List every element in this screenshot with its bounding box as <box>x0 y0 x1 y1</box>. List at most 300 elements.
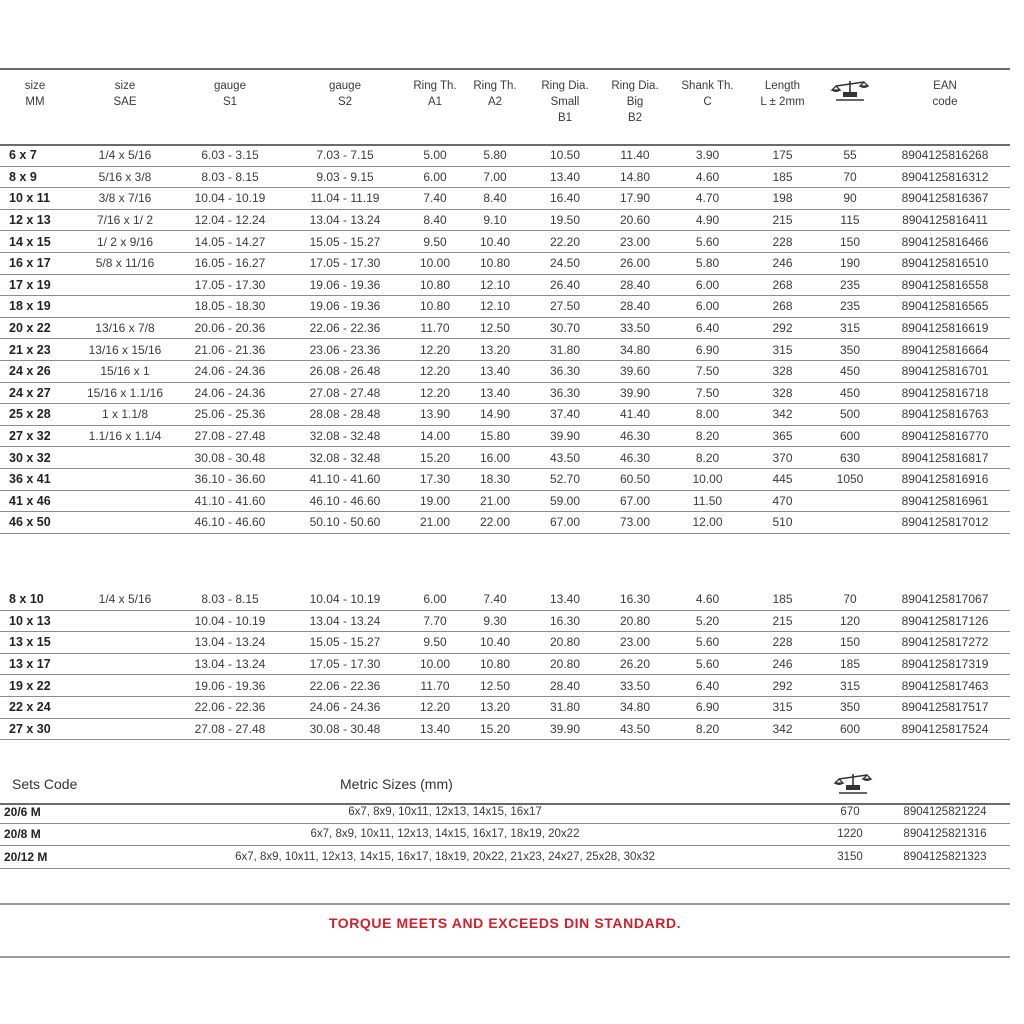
cell-weight: 70 <box>820 589 880 610</box>
cell-length: 292 <box>745 675 820 697</box>
cell-ring-th-a2: 13.20 <box>460 339 530 361</box>
table-row <box>0 274 1010 296</box>
table-row <box>0 339 1010 361</box>
cell-size-mm: 12 x 13 <box>0 209 70 231</box>
cell-ring-dia-b1: 37.40 <box>530 404 600 426</box>
cell-length: 342 <box>745 404 820 426</box>
cell-ring-dia-b1: 13.40 <box>530 589 600 610</box>
cell-ring-dia-b2: 33.50 <box>600 675 670 697</box>
cell-shank-th-c: 8.20 <box>670 425 745 447</box>
cell-size-sae: 1 x 1.1/8 <box>70 404 180 426</box>
cell-ean-code: 8904125816510 <box>880 252 1010 274</box>
cell-gauge-s1: 18.05 - 18.30 <box>180 296 280 318</box>
cell-ean-code: 8904125816619 <box>880 317 1010 339</box>
cell-ring-th-a2: 5.80 <box>460 145 530 166</box>
cell-size-mm: 17 x 19 <box>0 274 70 296</box>
footer-divider <box>0 903 1010 905</box>
cell-size-mm: 19 x 22 <box>0 675 70 697</box>
cell-ring-th-a2: 9.30 <box>460 610 530 632</box>
set-row <box>0 846 1010 869</box>
cell-ring-dia-b2: 20.60 <box>600 209 670 231</box>
cell-length: 292 <box>745 317 820 339</box>
cell-size-sae <box>70 675 180 697</box>
cell-ring-th-a1: 12.20 <box>410 339 460 361</box>
cell-size-sae: 13/16 x 7/8 <box>70 317 180 339</box>
cell-ring-th-a2: 13.40 <box>460 360 530 382</box>
cell-ring-dia-b2: 20.80 <box>600 610 670 632</box>
cell-ring-th-a2: 7.00 <box>460 166 530 188</box>
cell-shank-th-c: 8.00 <box>670 404 745 426</box>
cell-size-mm: 36 x 41 <box>0 468 70 490</box>
cell-weight: 500 <box>820 404 880 426</box>
cell-weight: 235 <box>820 296 880 318</box>
cell-ean-code: 8904125816763 <box>880 404 1010 426</box>
set-weight: 1220 <box>820 823 880 846</box>
cell-ring-dia-b1: 39.90 <box>530 425 600 447</box>
cell-ean-code: 8904125817126 <box>880 610 1010 632</box>
cell-length: 315 <box>745 339 820 361</box>
cell-gauge-s2: 13.04 - 13.24 <box>280 610 410 632</box>
metric-sizes-heading: Metric Sizes (mm) <box>340 776 453 792</box>
cell-size-sae <box>70 653 180 675</box>
cell-shank-th-c: 4.90 <box>670 209 745 231</box>
cell-size-mm: 24 x 26 <box>0 360 70 382</box>
cell-weight: 450 <box>820 382 880 404</box>
cell-ring-th-a1: 13.90 <box>410 404 460 426</box>
cell-ring-th-a2: 14.90 <box>460 404 530 426</box>
cell-gauge-s1: 10.04 - 10.19 <box>180 610 280 632</box>
cell-size-sae: 1/4 x 5/16 <box>70 145 180 166</box>
cell-size-mm: 8 x 9 <box>0 166 70 188</box>
cell-ring-th-a2: 10.80 <box>460 653 530 675</box>
cell-ean-code: 8904125816961 <box>880 490 1010 512</box>
set-row <box>0 823 1010 846</box>
set-ean-code: 8904125821224 <box>880 801 1010 823</box>
cell-gauge-s1: 22.06 - 22.36 <box>180 696 280 718</box>
table-row <box>0 589 1010 610</box>
table-row <box>0 425 1010 447</box>
cell-ring-th-a1: 12.20 <box>410 696 460 718</box>
cell-weight: 70 <box>820 166 880 188</box>
cell-size-mm: 10 x 13 <box>0 610 70 632</box>
cell-gauge-s1: 19.06 - 19.36 <box>180 675 280 697</box>
cell-weight: 315 <box>820 675 880 697</box>
cell-size-mm: 22 x 24 <box>0 696 70 718</box>
cell-size-sae <box>70 696 180 718</box>
cell-length: 510 <box>745 512 820 534</box>
cell-gauge-s1: 14.05 - 14.27 <box>180 231 280 253</box>
cell-length: 470 <box>745 490 820 512</box>
cell-ring-dia-b2: 17.90 <box>600 188 670 210</box>
cell-gauge-s1: 41.10 - 41.60 <box>180 490 280 512</box>
cell-ring-dia-b1: 16.30 <box>530 610 600 632</box>
cell-ean-code: 8904125816817 <box>880 447 1010 469</box>
cell-gauge-s1: 46.10 - 46.60 <box>180 512 280 534</box>
cell-ring-dia-b1: 27.50 <box>530 296 600 318</box>
cell-gauge-s1: 17.05 - 17.30 <box>180 274 280 296</box>
cell-size-sae: 5/16 x 3/8 <box>70 166 180 188</box>
cell-gauge-s1: 30.08 - 30.48 <box>180 447 280 469</box>
cell-size-sae: 1.1/16 x 1.1/4 <box>70 425 180 447</box>
table-row <box>0 653 1010 675</box>
table-row <box>0 231 1010 253</box>
cell-gauge-s2: 41.10 - 41.60 <box>280 468 410 490</box>
cell-size-sae <box>70 632 180 654</box>
table-row <box>0 468 1010 490</box>
cell-ring-th-a1: 8.40 <box>410 209 460 231</box>
header-ring-th-a2: Ring Th. A2 <box>473 80 517 108</box>
cell-gauge-s2: 7.03 - 7.15 <box>280 145 410 166</box>
cell-gauge-s2: 32.08 - 32.48 <box>280 425 410 447</box>
cell-ean-code: 8904125817272 <box>880 632 1010 654</box>
header-gauge-s2: gauge S2 <box>329 80 361 108</box>
cell-shank-th-c: 5.60 <box>670 632 745 654</box>
cell-shank-th-c: 6.90 <box>670 696 745 718</box>
table-row <box>0 404 1010 426</box>
cell-ring-th-a1: 17.30 <box>410 468 460 490</box>
header-ring-dia-b2: Ring Dia. Big B2 <box>611 80 659 124</box>
cell-gauge-s2: 15.05 - 15.27 <box>280 632 410 654</box>
cell-size-sae: 7/16 x 1/ 2 <box>70 209 180 231</box>
cell-shank-th-c: 6.00 <box>670 274 745 296</box>
cell-gauge-s2: 32.08 - 32.48 <box>280 447 410 469</box>
header-ring-dia-b1: Ring Dia. Small B1 <box>541 80 589 124</box>
cell-ean-code: 8904125817067 <box>880 589 1010 610</box>
cell-ring-dia-b2: 23.00 <box>600 231 670 253</box>
cell-length: 268 <box>745 296 820 318</box>
cell-size-mm: 24 x 27 <box>0 382 70 404</box>
cell-ean-code: 8904125817524 <box>880 718 1010 740</box>
set-row <box>0 801 1010 823</box>
cell-shank-th-c: 10.00 <box>670 468 745 490</box>
set-ean-code: 8904125821323 <box>880 846 1010 869</box>
cell-ring-th-a1: 11.70 <box>410 675 460 697</box>
cell-ring-dia-b2: 34.80 <box>600 696 670 718</box>
cell-weight: 600 <box>820 425 880 447</box>
cell-gauge-s2: 9.03 - 9.15 <box>280 166 410 188</box>
set-weight: 3150 <box>820 846 880 869</box>
table-row <box>0 382 1010 404</box>
cell-ring-dia-b1: 16.40 <box>530 188 600 210</box>
cell-size-sae: 1/4 x 5/16 <box>70 589 180 610</box>
cell-length: 315 <box>745 696 820 718</box>
cell-ean-code: 8904125817012 <box>880 512 1010 534</box>
din-standard-notice: TORQUE MEETS AND EXCEEDS DIN STANDARD. <box>328 915 682 931</box>
cell-gauge-s1: 8.03 - 8.15 <box>180 166 280 188</box>
cell-size-mm: 46 x 50 <box>0 512 70 534</box>
cell-size-sae <box>70 610 180 632</box>
cell-gauge-s1: 16.05 - 16.27 <box>180 252 280 274</box>
cell-size-mm: 25 x 28 <box>0 404 70 426</box>
cell-ring-dia-b1: 10.50 <box>530 145 600 166</box>
cell-ean-code: 8904125817463 <box>880 675 1010 697</box>
cell-ring-dia-b2: 46.30 <box>600 425 670 447</box>
weight-scale-icon <box>830 78 870 104</box>
table-row <box>0 166 1010 188</box>
cell-ring-dia-b1: 28.40 <box>530 675 600 697</box>
spanner-table-additional <box>0 589 1010 740</box>
cell-ring-th-a2: 22.00 <box>460 512 530 534</box>
cell-ring-dia-b1: 39.90 <box>530 718 600 740</box>
cell-size-mm: 6 x 7 <box>0 145 70 166</box>
cell-ring-dia-b2: 33.50 <box>600 317 670 339</box>
cell-gauge-s2: 50.10 - 50.60 <box>280 512 410 534</box>
cell-ring-th-a1: 15.20 <box>410 447 460 469</box>
cell-gauge-s1: 20.06 - 20.36 <box>180 317 280 339</box>
cell-weight: 150 <box>820 632 880 654</box>
table-header <box>0 78 1010 140</box>
cell-shank-th-c: 3.90 <box>670 145 745 166</box>
cell-ring-dia-b1: 31.80 <box>530 696 600 718</box>
table-row <box>0 632 1010 654</box>
cell-ean-code: 8904125816367 <box>880 188 1010 210</box>
set-weight: 670 <box>820 801 880 823</box>
cell-size-sae: 5/8 x 11/16 <box>70 252 180 274</box>
cell-gauge-s2: 30.08 - 30.48 <box>280 718 410 740</box>
cell-length: 185 <box>745 166 820 188</box>
cell-weight: 120 <box>820 610 880 632</box>
cell-length: 246 <box>745 252 820 274</box>
cell-ring-dia-b1: 67.00 <box>530 512 600 534</box>
cell-size-mm: 13 x 15 <box>0 632 70 654</box>
cell-gauge-s1: 8.03 - 8.15 <box>180 589 280 610</box>
cell-gauge-s2: 10.04 - 10.19 <box>280 589 410 610</box>
cell-ring-th-a2: 12.50 <box>460 317 530 339</box>
header-size-sae: size SAE <box>113 80 137 108</box>
cell-size-sae <box>70 468 180 490</box>
cell-weight: 190 <box>820 252 880 274</box>
cell-ring-th-a1: 19.00 <box>410 490 460 512</box>
cell-shank-th-c: 7.50 <box>670 382 745 404</box>
cell-ring-dia-b1: 22.20 <box>530 231 600 253</box>
cell-size-mm: 27 x 30 <box>0 718 70 740</box>
cell-weight: 115 <box>820 209 880 231</box>
cell-ring-th-a2: 10.40 <box>460 632 530 654</box>
cell-ring-dia-b1: 31.80 <box>530 339 600 361</box>
cell-ean-code: 8904125816268 <box>880 145 1010 166</box>
cell-gauge-s1: 13.04 - 13.24 <box>180 632 280 654</box>
table-row <box>0 696 1010 718</box>
cell-ring-dia-b2: 67.00 <box>600 490 670 512</box>
cell-gauge-s2: 26.08 - 26.48 <box>280 360 410 382</box>
cell-gauge-s1: 27.08 - 27.48 <box>180 718 280 740</box>
cell-length: 342 <box>745 718 820 740</box>
cell-shank-th-c: 4.70 <box>670 188 745 210</box>
cell-shank-th-c: 4.60 <box>670 589 745 610</box>
cell-ring-dia-b2: 34.80 <box>600 339 670 361</box>
cell-shank-th-c: 6.40 <box>670 675 745 697</box>
cell-ring-th-a2: 10.40 <box>460 231 530 253</box>
cell-ring-dia-b1: 43.50 <box>530 447 600 469</box>
cell-length: 175 <box>745 145 820 166</box>
cell-size-mm: 18 x 19 <box>0 296 70 318</box>
cell-length: 445 <box>745 468 820 490</box>
cell-weight: 600 <box>820 718 880 740</box>
cell-weight: 185 <box>820 653 880 675</box>
table-row <box>0 145 1010 166</box>
cell-weight: 315 <box>820 317 880 339</box>
cell-shank-th-c: 5.80 <box>670 252 745 274</box>
cell-weight: 90 <box>820 188 880 210</box>
cell-ring-th-a1: 6.00 <box>410 589 460 610</box>
cell-ring-dia-b2: 46.30 <box>600 447 670 469</box>
table-row <box>0 675 1010 697</box>
cell-size-sae: 1/ 2 x 9/16 <box>70 231 180 253</box>
cell-ring-th-a1: 5.00 <box>410 145 460 166</box>
cell-gauge-s2: 17.05 - 17.30 <box>280 252 410 274</box>
cell-ring-th-a2: 12.10 <box>460 274 530 296</box>
cell-ring-dia-b2: 39.60 <box>600 360 670 382</box>
cell-size-mm: 16 x 17 <box>0 252 70 274</box>
cell-gauge-s2: 19.06 - 19.36 <box>280 296 410 318</box>
cell-ring-th-a1: 10.00 <box>410 653 460 675</box>
cell-gauge-s1: 10.04 - 10.19 <box>180 188 280 210</box>
cell-gauge-s2: 19.06 - 19.36 <box>280 274 410 296</box>
cell-size-mm: 21 x 23 <box>0 339 70 361</box>
cell-gauge-s2: 23.06 - 23.36 <box>280 339 410 361</box>
cell-shank-th-c: 6.90 <box>670 339 745 361</box>
cell-ring-th-a2: 12.50 <box>460 675 530 697</box>
cell-weight <box>820 512 880 534</box>
cell-size-mm: 27 x 32 <box>0 425 70 447</box>
cell-ring-dia-b2: 73.00 <box>600 512 670 534</box>
cell-ring-th-a1: 11.70 <box>410 317 460 339</box>
cell-ring-th-a2: 15.80 <box>460 425 530 447</box>
cell-length: 215 <box>745 209 820 231</box>
table-row <box>0 718 1010 740</box>
cell-ring-th-a1: 10.00 <box>410 252 460 274</box>
cell-size-sae: 13/16 x 15/16 <box>70 339 180 361</box>
cell-ring-dia-b2: 28.40 <box>600 296 670 318</box>
cell-ring-th-a2: 7.40 <box>460 589 530 610</box>
spec-sheet <box>0 68 1010 958</box>
cell-ring-dia-b2: 11.40 <box>600 145 670 166</box>
cell-shank-th-c: 6.00 <box>670 296 745 318</box>
cell-ring-th-a1: 10.80 <box>410 296 460 318</box>
cell-weight: 235 <box>820 274 880 296</box>
header-weight <box>820 78 880 109</box>
header-ring-th-a1: Ring Th. A1 <box>413 80 457 108</box>
cell-ring-dia-b2: 60.50 <box>600 468 670 490</box>
cell-ring-th-a2: 12.10 <box>460 296 530 318</box>
cell-ean-code: 8904125816565 <box>880 296 1010 318</box>
cell-shank-th-c: 11.50 <box>670 490 745 512</box>
cell-ean-code: 8904125816664 <box>880 339 1010 361</box>
cell-gauge-s2: 22.06 - 22.36 <box>280 317 410 339</box>
cell-ring-th-a1: 7.40 <box>410 188 460 210</box>
cell-gauge-s2: 22.06 - 22.36 <box>280 675 410 697</box>
cell-weight <box>820 490 880 512</box>
cell-size-sae: 3/8 x 7/16 <box>70 188 180 210</box>
set-code: 20/6 M <box>0 801 70 823</box>
table-row <box>0 209 1010 231</box>
cell-ring-th-a1: 12.20 <box>410 382 460 404</box>
cell-shank-th-c: 5.60 <box>670 231 745 253</box>
cell-size-mm: 14 x 15 <box>0 231 70 253</box>
cell-length: 228 <box>745 231 820 253</box>
sets-header <box>0 767 1010 805</box>
set-code: 20/12 M <box>0 846 70 869</box>
cell-shank-th-c: 12.00 <box>670 512 745 534</box>
cell-ring-th-a1: 9.50 <box>410 231 460 253</box>
cell-shank-th-c: 8.20 <box>670 718 745 740</box>
spanner-table-main <box>0 145 1010 534</box>
cell-ring-th-a2: 21.00 <box>460 490 530 512</box>
cell-weight: 150 <box>820 231 880 253</box>
cell-ring-th-a2: 13.20 <box>460 696 530 718</box>
cell-ring-dia-b1: 36.30 <box>530 382 600 404</box>
cell-ring-th-a2: 9.10 <box>460 209 530 231</box>
cell-ring-dia-b1: 24.50 <box>530 252 600 274</box>
cell-ring-dia-b2: 14.80 <box>600 166 670 188</box>
cell-gauge-s1: 21.06 - 21.36 <box>180 339 280 361</box>
cell-ring-dia-b1: 59.00 <box>530 490 600 512</box>
header-ean-code: EAN code <box>932 80 958 108</box>
cell-size-mm: 13 x 17 <box>0 653 70 675</box>
cell-gauge-s1: 6.03 - 3.15 <box>180 145 280 166</box>
cell-size-sae: 15/16 x 1.1/16 <box>70 382 180 404</box>
cell-ean-code: 8904125816466 <box>880 231 1010 253</box>
cell-ring-th-a2: 13.40 <box>460 382 530 404</box>
cell-ring-dia-b2: 28.40 <box>600 274 670 296</box>
cell-ring-dia-b1: 20.80 <box>530 653 600 675</box>
table-row <box>0 447 1010 469</box>
cell-size-sae <box>70 512 180 534</box>
cell-ring-th-a2: 16.00 <box>460 447 530 469</box>
cell-size-sae <box>70 274 180 296</box>
cell-ean-code: 8904125816312 <box>880 166 1010 188</box>
cell-gauge-s2: 46.10 - 46.60 <box>280 490 410 512</box>
table-row <box>0 360 1010 382</box>
cell-gauge-s2: 13.04 - 13.24 <box>280 209 410 231</box>
cell-ring-dia-b2: 16.30 <box>600 589 670 610</box>
cell-length: 328 <box>745 360 820 382</box>
set-ean-code: 8904125821316 <box>880 823 1010 846</box>
table-row <box>0 317 1010 339</box>
cell-length: 198 <box>745 188 820 210</box>
cell-ring-dia-b2: 39.90 <box>600 382 670 404</box>
set-metric-sizes: 6x7, 8x9, 10x11, 12x13, 14x15, 16x17, 18x19, 20x22 <box>70 823 820 846</box>
cell-ean-code: 8904125816718 <box>880 382 1010 404</box>
cell-length: 268 <box>745 274 820 296</box>
cell-size-mm: 30 x 32 <box>0 447 70 469</box>
cell-shank-th-c: 7.50 <box>670 360 745 382</box>
cell-size-sae <box>70 718 180 740</box>
cell-ring-th-a2: 15.20 <box>460 718 530 740</box>
header-shank-th-c: Shank Th. C <box>681 80 734 108</box>
cell-size-sae <box>70 490 180 512</box>
cell-weight: 55 <box>820 145 880 166</box>
sets-table <box>0 801 1010 869</box>
cell-ring-th-a2: 18.30 <box>460 468 530 490</box>
cell-ring-dia-b1: 30.70 <box>530 317 600 339</box>
cell-gauge-s1: 13.04 - 13.24 <box>180 653 280 675</box>
header-length: Length L ± 2mm <box>760 80 805 108</box>
cell-gauge-s1: 27.08 - 27.48 <box>180 425 280 447</box>
cell-ring-dia-b1: 26.40 <box>530 274 600 296</box>
cell-weight: 350 <box>820 339 880 361</box>
cell-gauge-s2: 17.05 - 17.30 <box>280 653 410 675</box>
cell-gauge-s2: 28.08 - 28.48 <box>280 404 410 426</box>
cell-weight: 450 <box>820 360 880 382</box>
cell-size-sae <box>70 447 180 469</box>
cell-ring-th-a1: 7.70 <box>410 610 460 632</box>
cell-ring-dia-b1: 20.80 <box>530 632 600 654</box>
set-metric-sizes: 6x7, 8x9, 10x11, 12x13, 14x15, 16x17 <box>70 801 820 823</box>
cell-ean-code: 8904125816770 <box>880 425 1010 447</box>
cell-ring-dia-b1: 19.50 <box>530 209 600 231</box>
cell-gauge-s2: 11.04 - 11.19 <box>280 188 410 210</box>
